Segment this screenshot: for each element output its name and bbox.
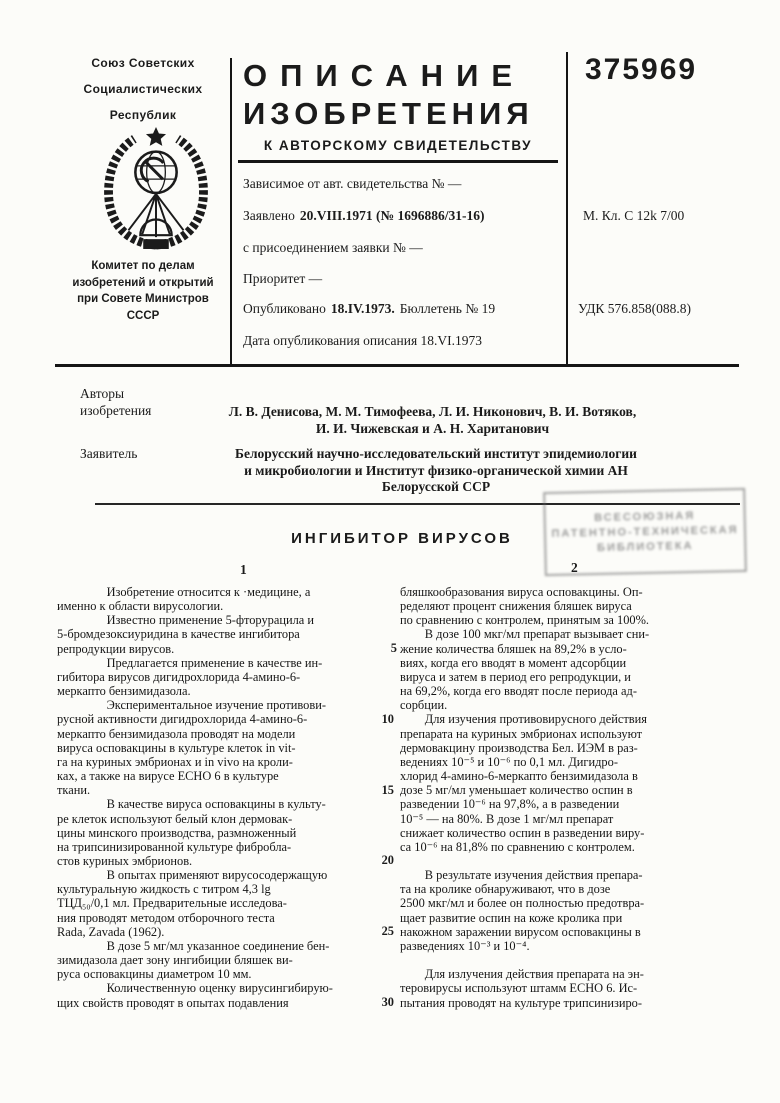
field-priority — [243, 271, 565, 287]
column-marker-2: 2 — [571, 560, 578, 575]
field-pre: Заявлено — [243, 208, 295, 223]
authors-label: Авторы изобретения — [80, 386, 152, 418]
applicant-label: Заявитель — [80, 446, 138, 461]
intl-class-code: М. Кл. С 12k 7/00 — [583, 208, 685, 223]
header-divider-rule — [55, 364, 739, 367]
right-column-text: бляшкообразования вируса осповакцины. Оп- ределяют процент снижения бляшек вируса по сравнению с контролем, принятым за 100%. В дозе 100 мкг/мл препарат вызывает сни- жение количества бляшек на 89,2% в усло- виях, когда его вводят в момент адсорбции вируса и затем в период его репродукции, и на 69,2%, когда его вводят после периода ад- сорбции. Для изучения противовирусного действия препарата на куриных эмбрионах используют дермовакцину производства Бел. ИЭМ в раз- ведениях 10⁻⁵ и 10⁻⁶ по 0,1 мл. Дигидро- хлорид 4-амино-6-меркапто бензимидазола в дозе 5 мг/мл уменьшает количество оспин в разведении 10⁻⁶ на 97,8%, а в разведении 10⁻⁵ — на 80%. В дозе 1 мг/мл препарат снижает количество оспин в разведении виру- са 10⁻⁶ на 81,8% по сравнению с контролем. В результате изучения действия препара- та на кролике обнаруживают, что в дозе 2500 мкг/мл и более он полностью предотвра- щает развитие оспин на коже кролика при накожном заражении вирусом осповакцины в разведениях 10⁻³ и 10⁻⁴. Для излучения действия препарата на эн- теровирусы используют штамм ЕСНО 6. Ис- пытания проводят на культуре трипсинизиро- — [400, 585, 650, 1010]
field-joined-application — [243, 240, 565, 256]
field-pre: Опубликовано — [243, 301, 326, 316]
line-number-25: 25 — [381, 924, 394, 938]
field-dependent-certificate — [243, 176, 565, 192]
line-number-20: 20 — [381, 853, 394, 867]
field-post: Бюллетень № 19 — [399, 301, 496, 316]
header-vertical-divider-left — [230, 58, 232, 365]
field-description-published — [243, 333, 565, 349]
header-vertical-divider-right — [566, 52, 568, 365]
committee-name: Комитет по делам изобретений и открытий при Совете Министров СССР — [72, 260, 214, 322]
library-stamp: ВСЕСОЮЗНАЯ ПАТЕНТНО-ТЕХНИЧЕСКАЯ БИБЛИОТЕКА — [543, 488, 747, 576]
field-filing-date — [243, 208, 565, 224]
ussr-emblem-icon — [97, 126, 215, 257]
applicant-name: Белорусский научно-исследовательский институт эпидемиологии и микробиологии и Институт физико-органической химии АН Белорусской ССР — [235, 446, 637, 494]
line-number-5: 5 — [390, 641, 397, 655]
field-pre: Приоритет — — [243, 271, 323, 286]
country-name: Союз Советских Социалистических Республик — [83, 56, 203, 122]
field-value: 18.IV.1973. — [330, 301, 395, 316]
line-number-10: 10 — [381, 712, 394, 726]
left-column-text: Изобретение относится к ·медицине, а именно к области вирусологии. Известно применение 5-фторурацила и 5-бромдезоксиуридина в качестве ингибитора репродукции вирусов. Предлагается применение в качестве ин- гибитора вирусов дигидрохлорида 4-амино-6- меркапто бензимидазола. Экспериментальное изучение противови- русной активности дигидрохлорида 4-амино-6- меркапто бензимидазола проводят на модели вируса осповакцины в культуре клеток in vit- га на куриных эмбрионах и in vivo на кроли- ках, а также на вирусе ЕСНО 6 в культуре ткани. В качестве вируса осповакцины в культу- ре клеток используют белый клон дермовак- цины минского производства, размноженный на трипсинизированной культуре фибробла- стов куриных эмбрионов. В опытах применяют вирусосодержащую культуральную жидкость с титром 4,3 lg ТЦД₅₀/0,1 мл. Предварительные исследова- ния проводят методом отборочного теста Rada, Zavada (1962). В дозе 5 мг/мл указанное соединение бен- зимидазола дает зону ингибиции бляшек ви- руса осповакцины диаметром 10 мм. Количественную оценку вирусингибирую- щих свойств проводят в опытах подавления — [57, 585, 333, 1010]
column-marker-1: 1 — [240, 562, 247, 577]
doc-type-title-line1: ОПИСАНИЕ — [243, 58, 526, 93]
field-pre: с присоединением заявки № — — [243, 240, 423, 255]
doc-subtitle: К АВТОРСКОМУ СВИДЕТЕЛЬСТВУ — [238, 138, 558, 163]
udk-code: УДК 576.858(088.8) — [578, 301, 692, 316]
doc-type-title-line2: ИЗОБРЕТЕНИЯ — [243, 96, 534, 131]
field-pre: Зависимое от авт. свидетельства № — — [243, 176, 462, 191]
line-number-15: 15 — [381, 783, 394, 797]
authors-names: Л. В. Денисова, М. М. Тимофеева, Л. И. Никонович, В. И. Вотяков, И. И. Чижевская и А. Н. Хаританович — [228, 404, 637, 436]
field-published — [243, 301, 565, 317]
invention-title: ИНГИБИТОР ВИРУСОВ — [291, 530, 513, 547]
field-pre: Дата опубликования описания 18.VI.1973 — [243, 333, 483, 348]
line-number-30: 30 — [381, 995, 394, 1009]
field-value: 20.VIII.1971 (№ 1696886/31-16) — [299, 208, 485, 223]
patent-number: 375969 — [585, 53, 698, 86]
